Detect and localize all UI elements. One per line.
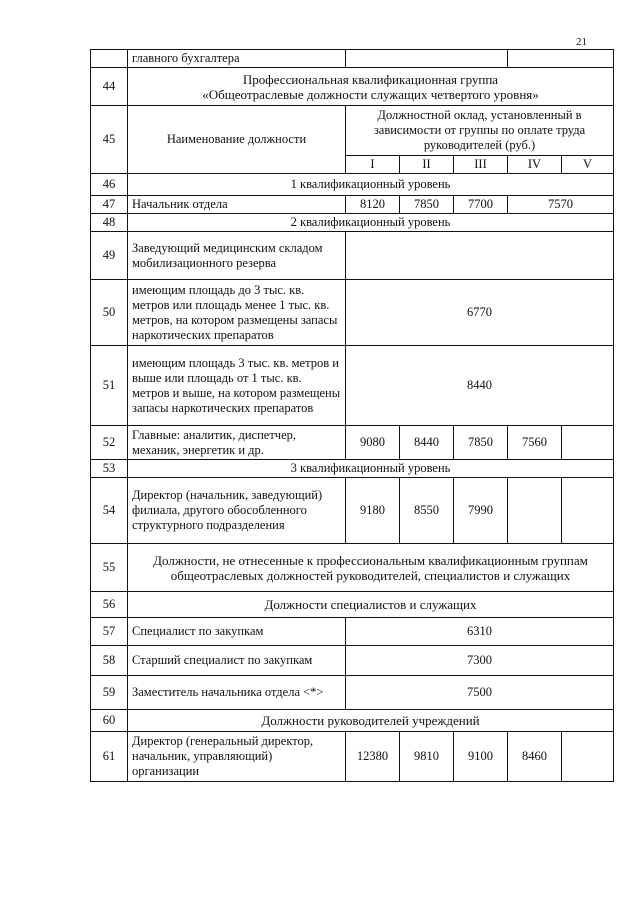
row-number: 60 <box>91 710 128 732</box>
page-number: 21 <box>576 36 587 48</box>
salary-cell: 7570 <box>508 196 614 214</box>
position-name: Директор (генеральный директор, начальник, управляющий) организации <box>128 732 346 782</box>
row-number: 59 <box>91 676 128 710</box>
group-header: Профессиональная квалификационная группа «Общеотраслевые должности служащих четвертого уровня» <box>128 68 614 106</box>
row-number: 46 <box>91 174 128 196</box>
level-header: 1 квалификационный уровень <box>128 174 614 196</box>
position-name: Главные: аналитик, диспетчер, механик, энергетик и др. <box>128 426 346 460</box>
salary-cell: 8440 <box>346 346 614 426</box>
table-row <box>91 710 614 732</box>
row-number: 48 <box>91 214 128 232</box>
row-number: 47 <box>91 196 128 214</box>
salary-cell: 9180 <box>346 478 400 544</box>
table-row <box>91 618 614 646</box>
section-header: Должности специалистов и служащих <box>128 592 614 618</box>
table-row <box>91 646 614 676</box>
group-label: II <box>400 156 454 174</box>
salary-cell: 7560 <box>508 426 562 460</box>
section-header: Должности, не отнесенные к профессиональным квалификационным группам общеотраслевых должностей руководителей, специалистов и служащих <box>128 544 614 592</box>
row-number: 54 <box>91 478 128 544</box>
salary-cell: 8440 <box>400 426 454 460</box>
row-number: 56 <box>91 592 128 618</box>
section-header: Должности руководителей учреждений <box>128 710 614 732</box>
row-number: 52 <box>91 426 128 460</box>
salary-cell: 7700 <box>454 196 508 214</box>
table-row <box>91 592 614 618</box>
level-header: 2 квалификационный уровень <box>128 214 614 232</box>
position-name: главного бухгалтера <box>128 50 346 68</box>
table-row <box>91 676 614 710</box>
salary-cell: 9810 <box>400 732 454 782</box>
position-name: Старший специалист по закупкам <box>128 646 346 676</box>
row-number: 44 <box>91 68 128 106</box>
salary-cell: 6310 <box>346 618 614 646</box>
salary-cell: 7500 <box>346 676 614 710</box>
position-name: Заместитель начальника отдела <*> <box>128 676 346 710</box>
group-label: I <box>346 156 400 174</box>
group-label: IV <box>508 156 562 174</box>
row-number: 49 <box>91 232 128 280</box>
row-number: 45 <box>91 106 128 174</box>
salary-cell: 8120 <box>346 196 400 214</box>
salary-cell: 7850 <box>400 196 454 214</box>
salary-column-header: Должностной оклад, установленный в зависимости от группы по оплате труда руководителей (руб.) <box>346 106 614 156</box>
position-name: Специалист по закупкам <box>128 618 346 646</box>
salary-cell: 7990 <box>454 478 508 544</box>
position-name: Директор (начальник, заведующий) филиала, другого обособленного структурного подразделения <box>128 478 346 544</box>
table-row <box>91 460 614 478</box>
position-name: Начальник отдела <box>128 196 346 214</box>
table-row <box>91 50 614 68</box>
row-number: 55 <box>91 544 128 592</box>
table-row <box>91 232 614 280</box>
table-row <box>91 174 614 196</box>
salary-cell: 7300 <box>346 646 614 676</box>
row-number: 57 <box>91 618 128 646</box>
position-name: Заведующий медицинским складом мобилизационного резерва <box>128 232 346 280</box>
table-row <box>91 346 614 426</box>
row-number: 61 <box>91 732 128 782</box>
row-number: 53 <box>91 460 128 478</box>
salary-cell: 8550 <box>400 478 454 544</box>
salary-cell: 7850 <box>454 426 508 460</box>
position-name: имеющим площадь 3 тыс. кв. метров и выше или площадь от 1 тыс. кв. метров и выше, на котором размещены запасы наркотических препаратов <box>128 346 346 426</box>
table-row <box>91 196 614 214</box>
table-row <box>91 544 614 592</box>
row-number: 51 <box>91 346 128 426</box>
table-row <box>91 478 614 544</box>
row-number: 50 <box>91 280 128 346</box>
group-label: III <box>454 156 508 174</box>
salary-cell: 9100 <box>454 732 508 782</box>
table-row <box>91 68 614 106</box>
table-row <box>91 426 614 460</box>
table-row <box>91 280 614 346</box>
group-label: V <box>562 156 614 174</box>
position-column-header: Наименование должности <box>128 106 346 174</box>
salary-cell: 12380 <box>346 732 400 782</box>
row-number: 58 <box>91 646 128 676</box>
salary-cell: 8460 <box>508 732 562 782</box>
salary-table <box>90 49 614 782</box>
table-row <box>91 214 614 232</box>
table-row <box>91 106 614 156</box>
level-header: 3 квалификационный уровень <box>128 460 614 478</box>
table-row <box>91 732 614 782</box>
salary-cell: 6770 <box>346 280 614 346</box>
position-name: имеющим площадь до 3 тыс. кв. метров или площадь менее 1 тыс. кв. метров, на котором размещены запасы наркотических препаратов <box>128 280 346 346</box>
salary-cell: 9080 <box>346 426 400 460</box>
